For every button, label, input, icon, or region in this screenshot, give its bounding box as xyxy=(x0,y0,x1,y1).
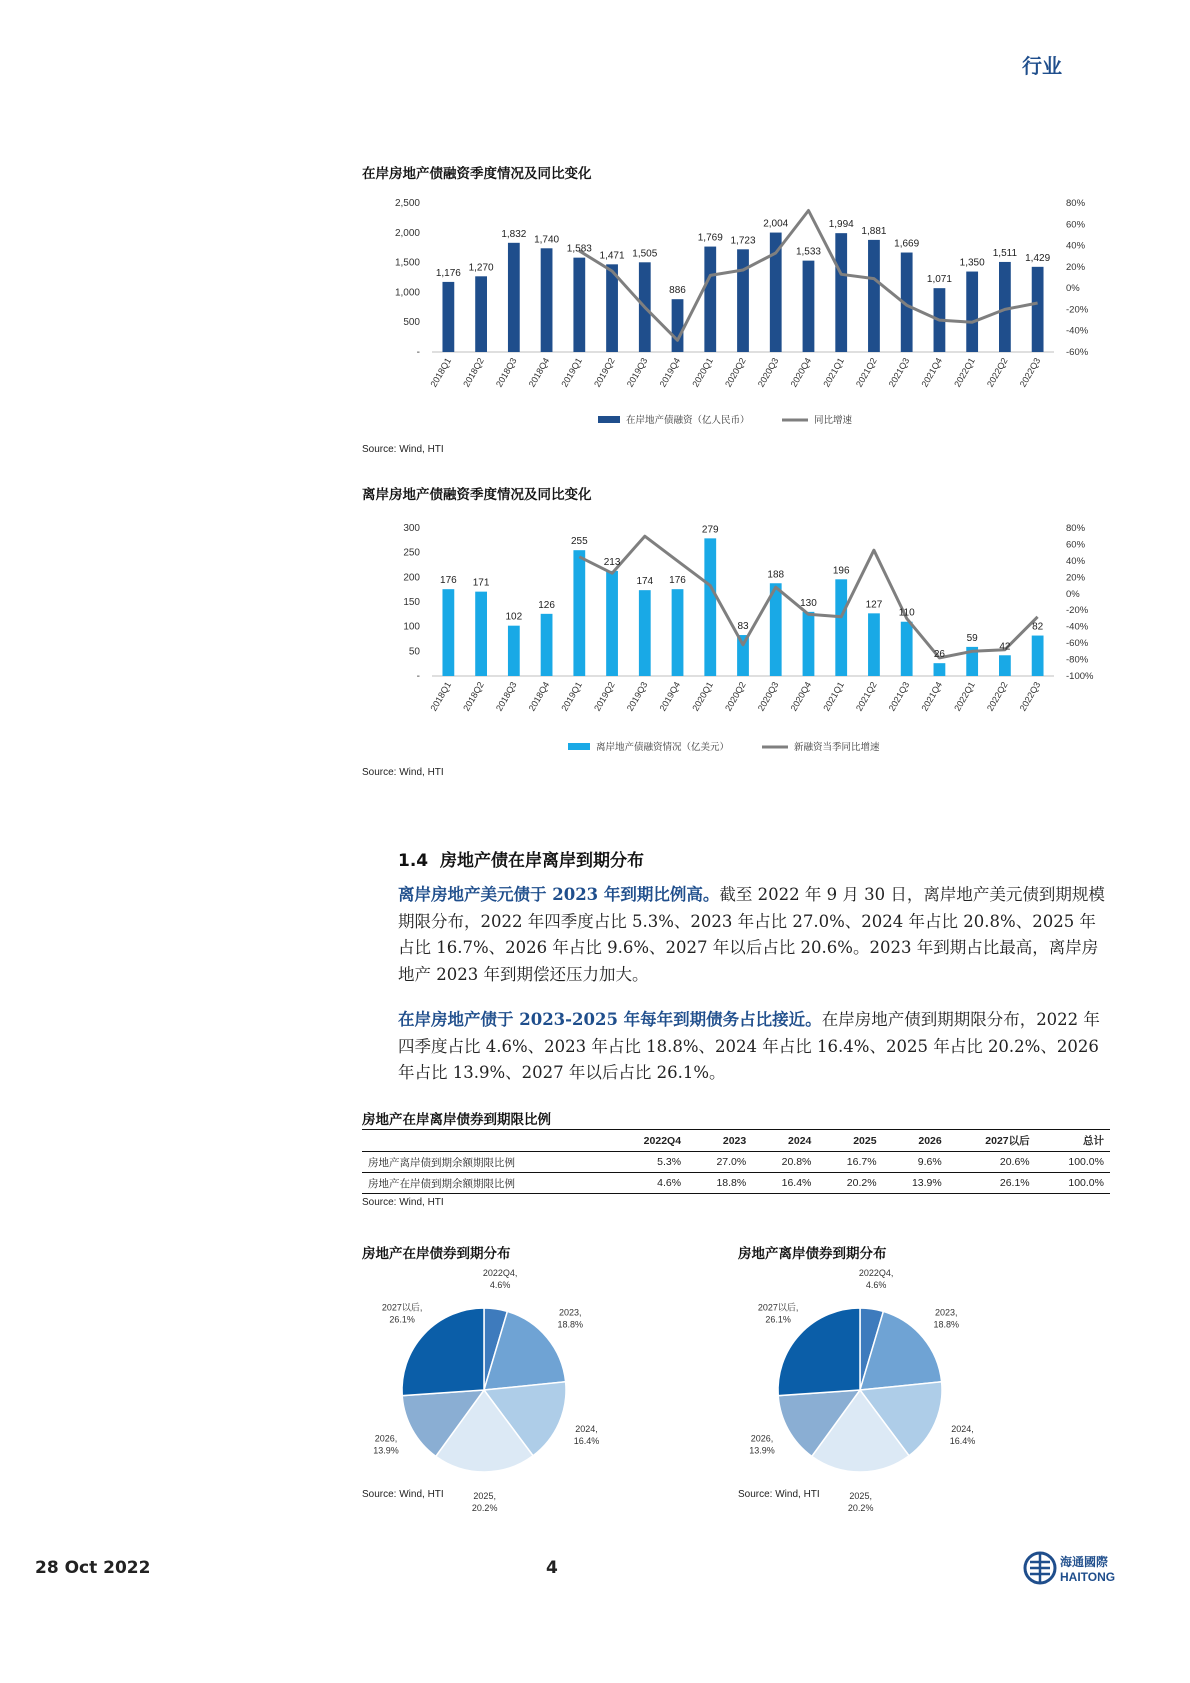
pie-slice-value: 13.9% xyxy=(749,1445,775,1456)
bar-data-label: 130 xyxy=(800,597,817,609)
bar-data-label: 1,176 xyxy=(435,267,461,279)
y-right-tick-label: 60% xyxy=(1066,219,1086,231)
y-left-tick-label: 100 xyxy=(403,621,420,633)
x-tick-label: 2020Q3 xyxy=(755,680,781,713)
bar-data-label: 1,769 xyxy=(697,232,723,244)
bar xyxy=(442,282,454,352)
y-left-tick-label: 200 xyxy=(403,572,420,584)
pie-slice-value: 20.2% xyxy=(471,1503,498,1513)
x-tick-label: 2019Q4 xyxy=(657,356,683,389)
table-source: Source: Wind, HTI xyxy=(362,1197,444,1208)
bar xyxy=(508,243,520,352)
maturity-table xyxy=(362,1129,1110,1194)
bar xyxy=(835,579,847,676)
x-tick-label: 2022Q3 xyxy=(1017,680,1043,713)
pie-slice-label: 2027以后, xyxy=(381,1302,423,1313)
table-header-cell: 2022Q4 xyxy=(610,1130,687,1152)
x-tick-label: 2021Q4 xyxy=(919,680,945,713)
x-tick-label: 2022Q2 xyxy=(984,680,1010,713)
x-tick-label: 2019Q3 xyxy=(624,680,650,713)
table-header-row xyxy=(362,1130,1110,1152)
table-cell: 100.0% xyxy=(1036,1173,1110,1194)
pie-slice-value: 18.8% xyxy=(933,1319,960,1330)
bar-data-label: 174 xyxy=(636,576,654,588)
bar-data-label: 110 xyxy=(898,607,915,619)
header-label: 行业 xyxy=(1022,54,1062,78)
x-tick-label: 2020Q1 xyxy=(690,356,715,389)
bar-data-label: 83 xyxy=(737,621,749,633)
legend-line-label: 同比增速 xyxy=(814,415,853,426)
table-cell: 26.1% xyxy=(948,1173,1036,1194)
bar-data-label: 1,533 xyxy=(795,246,821,258)
table-row xyxy=(362,1173,1110,1194)
paragraph-onshore-body: 在岸房地产债到期期限分布，2022 年四季度占比 4.6%、2023 年占比 18.8%、2024 年占比 16.4%、2025 年占比 20.2%、2026 年占比 13.9%、2027 年以后占比 26.1%。 xyxy=(398,1010,1100,1082)
pie2-source: Source: Wind, HTI xyxy=(738,1489,820,1500)
bar xyxy=(737,249,749,352)
table-cell: 房地产在岸债到期余额期限比例 xyxy=(362,1173,610,1194)
y-left-tick-label: 150 xyxy=(403,597,420,608)
table-header-cell: 2027以后 xyxy=(948,1130,1036,1152)
bar-data-label: 1,429 xyxy=(1025,252,1051,264)
pie-slice-label: 2026, xyxy=(750,1433,774,1444)
table-cell: 27.0% xyxy=(687,1152,752,1173)
bar-data-label: 1,505 xyxy=(632,248,658,260)
bar xyxy=(508,626,520,676)
y-right-tick-label: 80% xyxy=(1066,198,1086,209)
table-header-cell: 2025 xyxy=(817,1130,882,1152)
bar-data-label: 196 xyxy=(832,565,850,577)
y-right-tick-label: 40% xyxy=(1066,555,1086,567)
x-tick-label: 2020Q4 xyxy=(788,356,814,389)
pie-slice-label: 2024, xyxy=(575,1424,598,1435)
y-right-tick-label: -20% xyxy=(1066,605,1089,617)
bar xyxy=(835,233,847,352)
x-tick-label: 2021Q1 xyxy=(821,680,846,713)
x-tick-label: 2021Q3 xyxy=(886,680,912,713)
bar-data-label: 127 xyxy=(865,599,883,611)
bar xyxy=(737,635,749,676)
bar-data-label: 1,583 xyxy=(566,243,592,255)
table-header-cell: 2023 xyxy=(687,1130,752,1152)
bar-data-label: 176 xyxy=(440,575,457,587)
x-tick-label: 2019Q2 xyxy=(592,356,617,389)
bar-data-label: 2,004 xyxy=(763,218,789,230)
y-right-tick-label: -60% xyxy=(1066,347,1089,358)
bar-data-label: 1,071 xyxy=(926,274,952,286)
haitong-logo-icon xyxy=(1022,1548,1140,1588)
bar-data-label: 1,832 xyxy=(501,228,527,240)
y-right-tick-label: -80% xyxy=(1066,654,1089,666)
y-left-tick-label: 500 xyxy=(403,317,420,329)
x-tick-label: 2018Q1 xyxy=(428,356,454,389)
pie-slice-label: 2027以后, xyxy=(757,1302,799,1313)
paragraph-onshore-lead: 在岸房地产债于 2023-2025 年每年到期债务占比接近。 xyxy=(398,1010,822,1029)
y-right-tick-label: 80% xyxy=(1066,523,1086,534)
y-left-tick-label: 1,000 xyxy=(394,287,420,299)
onshore-issuance-chart xyxy=(362,190,1110,440)
pie-slice-label: 2023, xyxy=(559,1307,582,1318)
pie2-title: 房地产离岸债券到期分布 xyxy=(738,1246,887,1262)
x-tick-label: 2018Q4 xyxy=(526,680,552,713)
x-tick-label: 2019Q1 xyxy=(559,356,585,389)
bar-data-label: 176 xyxy=(669,575,686,587)
x-tick-label: 2018Q4 xyxy=(526,356,552,389)
bar xyxy=(868,240,880,352)
bar-data-label: 255 xyxy=(570,536,588,548)
y-right-tick-label: -40% xyxy=(1066,621,1089,633)
x-tick-label: 2019Q4 xyxy=(657,680,683,713)
y-right-tick-label: 40% xyxy=(1066,240,1086,252)
y-left-tick-label: 2,000 xyxy=(394,227,420,239)
table-cell: 5.3% xyxy=(610,1152,687,1173)
pie-slice-value: 4.6% xyxy=(489,1280,511,1291)
pie-slice-value: 13.9% xyxy=(373,1445,399,1456)
x-tick-label: 2020Q3 xyxy=(755,356,781,389)
x-tick-label: 2022Q3 xyxy=(1017,356,1043,389)
x-tick-label: 2022Q1 xyxy=(952,680,977,713)
bar-data-label: 26 xyxy=(933,649,945,661)
paragraph-offshore-lead: 离岸房地产美元债于 2023 年到期比例高。 xyxy=(398,885,720,904)
section-heading xyxy=(398,846,644,871)
x-tick-label: 2018Q2 xyxy=(461,356,486,389)
table-cell: 16.4% xyxy=(752,1173,817,1194)
fig1-title: 在岸房地产债融资季度情况及同比变化 xyxy=(362,166,592,182)
table-cell: 房地产离岸债到期余额期限比例 xyxy=(362,1152,610,1173)
bar-data-label: 279 xyxy=(701,524,719,536)
y-right-tick-label: 0% xyxy=(1066,283,1080,295)
x-tick-label: 2019Q3 xyxy=(624,356,650,389)
pie1-title: 房地产在岸债券到期分布 xyxy=(362,1246,511,1262)
bar-data-label: 1,511 xyxy=(992,247,1018,259)
bar xyxy=(442,589,454,676)
legend-bar-swatch xyxy=(568,743,590,750)
bar xyxy=(868,613,880,676)
y-right-tick-label: -100% xyxy=(1066,671,1094,682)
table-cell: 20.8% xyxy=(752,1152,817,1173)
bar-data-label: 1,740 xyxy=(534,234,560,246)
bar-data-label: 1,723 xyxy=(730,235,756,247)
bar xyxy=(1032,636,1044,676)
y-left-tick-label: 2,500 xyxy=(394,198,420,209)
x-tick-label: 2018Q2 xyxy=(461,680,486,713)
y-left-tick-label: 300 xyxy=(403,523,420,534)
x-tick-label: 2018Q1 xyxy=(428,680,454,713)
x-tick-label: 2021Q2 xyxy=(854,680,879,713)
table-title: 房地产在岸离岸债券到期限比例 xyxy=(362,1112,551,1128)
pie-slice-value: 16.4% xyxy=(949,1436,976,1447)
pie-slice-label: 2025, xyxy=(473,1491,496,1501)
bar-data-label: 171 xyxy=(472,577,490,589)
y-right-tick-label: -40% xyxy=(1066,325,1089,337)
table-header-cell: 2024 xyxy=(752,1130,817,1152)
x-tick-label: 2021Q1 xyxy=(821,356,846,389)
bar-data-label: 1,994 xyxy=(828,219,854,231)
bar xyxy=(901,622,913,676)
bar xyxy=(541,614,553,676)
x-tick-label: 2020Q1 xyxy=(690,680,715,713)
bar xyxy=(770,233,782,352)
x-tick-label: 2021Q3 xyxy=(886,356,912,389)
x-tick-label: 2022Q1 xyxy=(952,356,977,389)
bar xyxy=(639,590,651,676)
section-title: 房地产债在岸离岸到期分布 xyxy=(440,851,644,871)
x-tick-label: 2018Q3 xyxy=(493,356,519,389)
pie-slice-label: 2025, xyxy=(849,1491,872,1501)
bar-data-label: 1,669 xyxy=(894,238,920,250)
x-tick-label: 2021Q4 xyxy=(919,356,945,389)
x-tick-label: 2019Q1 xyxy=(559,680,585,713)
pie-slice-value: 16.4% xyxy=(573,1436,600,1447)
bar xyxy=(672,589,684,676)
table-cell: 4.6% xyxy=(610,1173,687,1194)
bar xyxy=(541,248,553,352)
bar xyxy=(999,262,1011,352)
bar-data-label: 126 xyxy=(538,599,555,611)
pie-slice-value: 26.1% xyxy=(765,1314,791,1325)
table-cell: 18.8% xyxy=(687,1173,752,1194)
bar-data-label: 42 xyxy=(999,641,1011,653)
y-right-tick-label: 20% xyxy=(1066,261,1086,273)
logo-en-text: HAITONG xyxy=(1060,1570,1116,1584)
y-right-tick-label: -20% xyxy=(1066,304,1089,316)
x-tick-label: 2022Q2 xyxy=(984,356,1010,389)
legend-bar-label: 在岸地产债融资（亿人民币） xyxy=(626,415,750,426)
pie-slice-value: 18.8% xyxy=(557,1319,584,1330)
haitong-logo xyxy=(1022,1548,1140,1588)
legend-line-label: 新融资当季同比增速 xyxy=(794,742,880,753)
y-left-tick-label: - xyxy=(416,347,420,358)
bar-data-label: 886 xyxy=(669,285,686,297)
y-left-tick-label: - xyxy=(416,671,420,682)
fig2-source: Source: Wind, HTI xyxy=(362,767,444,778)
bar xyxy=(475,592,487,676)
bar xyxy=(966,272,978,352)
footer-date: 28 Oct 2022 xyxy=(35,1558,151,1578)
table-header-cell xyxy=(362,1130,610,1152)
bar xyxy=(606,571,618,676)
table-header-cell: 2026 xyxy=(883,1130,948,1152)
bar-data-label: 188 xyxy=(767,569,785,581)
x-tick-label: 2018Q3 xyxy=(493,680,519,713)
bar-data-label: 82 xyxy=(1032,621,1044,633)
bar-data-label: 213 xyxy=(603,556,621,568)
bar xyxy=(803,261,815,352)
bar xyxy=(999,655,1011,676)
bar xyxy=(573,550,585,676)
fig2-title: 离岸房地产债融资季度情况及同比变化 xyxy=(362,487,592,503)
bar xyxy=(573,258,585,352)
bar-data-label: 1,881 xyxy=(861,225,887,237)
x-tick-label: 2021Q2 xyxy=(854,356,879,389)
bar-data-label: 59 xyxy=(966,632,978,644)
pie-slice-label: 2026, xyxy=(374,1433,398,1444)
table-cell: 16.7% xyxy=(817,1152,882,1173)
offshore-issuance-chart xyxy=(362,512,1110,757)
bar xyxy=(475,276,487,352)
table-cell: 20.6% xyxy=(948,1152,1036,1173)
pie-slice-value: 20.2% xyxy=(847,1503,874,1513)
x-tick-label: 2020Q2 xyxy=(723,680,748,713)
section-number: 1.4 xyxy=(398,851,429,871)
x-tick-label: 2020Q4 xyxy=(788,680,814,713)
y-left-tick-label: 1,500 xyxy=(394,257,420,269)
table-cell: 13.9% xyxy=(883,1173,948,1194)
y-left-tick-label: 250 xyxy=(403,547,420,559)
bar-data-label: 1,350 xyxy=(959,257,985,269)
bar-data-label: 102 xyxy=(505,611,523,623)
bar xyxy=(1032,267,1044,352)
page-number: 4 xyxy=(546,1558,558,1578)
fig1-source: Source: Wind, HTI xyxy=(362,444,444,455)
pie-slice-label: 2022Q4, xyxy=(858,1268,894,1279)
bar xyxy=(704,247,716,352)
x-tick-label: 2019Q2 xyxy=(592,680,617,713)
pie-slice-value: 4.6% xyxy=(865,1280,887,1291)
y-right-tick-label: 20% xyxy=(1066,572,1086,584)
y-right-tick-label: 0% xyxy=(1066,588,1080,600)
y-left-tick-label: 50 xyxy=(408,646,420,658)
pie-slice-label: 2022Q4, xyxy=(482,1268,518,1279)
x-tick-label: 2020Q2 xyxy=(723,356,748,389)
pie-slice-label: 2024, xyxy=(951,1424,974,1435)
table-cell: 100.0% xyxy=(1036,1152,1110,1173)
bar xyxy=(704,538,716,676)
bar-data-label: 1,270 xyxy=(468,262,494,274)
pie-slice-label: 2023, xyxy=(935,1307,958,1318)
pie1-source: Source: Wind, HTI xyxy=(362,1489,444,1500)
bar xyxy=(803,612,815,676)
table-header-cell: 总计 xyxy=(1036,1130,1110,1152)
y-right-tick-label: -60% xyxy=(1066,638,1089,650)
legend-bar-label: 离岸地产债融资情况（亿美元） xyxy=(596,742,730,753)
table-cell: 20.2% xyxy=(817,1173,882,1194)
paragraph-onshore xyxy=(398,1007,1110,1087)
pie-slice-value: 26.1% xyxy=(389,1314,415,1325)
logo-cn-text: 海通國際 xyxy=(1060,1555,1109,1569)
paragraph-offshore xyxy=(398,882,1110,988)
legend-bar-swatch xyxy=(598,416,620,423)
bar xyxy=(672,299,684,352)
bar-data-label: 1,471 xyxy=(599,250,625,262)
bar xyxy=(934,663,946,676)
y-right-tick-label: 60% xyxy=(1066,539,1086,551)
paragraph-offshore-body: 截至 2022 年 9 月 30 日，离岸地产美元债到期规模期限分布，2022 年四季度占比 5.3%、2023 年占比 27.0%、2024 年占比 20.8%、2025 年占比 16.7%、2026 年占比 9.6%、2027 年以后占比 20.6%。2023 年到期占比最高，离岸房地产 2023 年到期偿还压力加大。 xyxy=(398,885,1105,984)
table-cell: 9.6% xyxy=(883,1152,948,1173)
table-row xyxy=(362,1152,1110,1173)
